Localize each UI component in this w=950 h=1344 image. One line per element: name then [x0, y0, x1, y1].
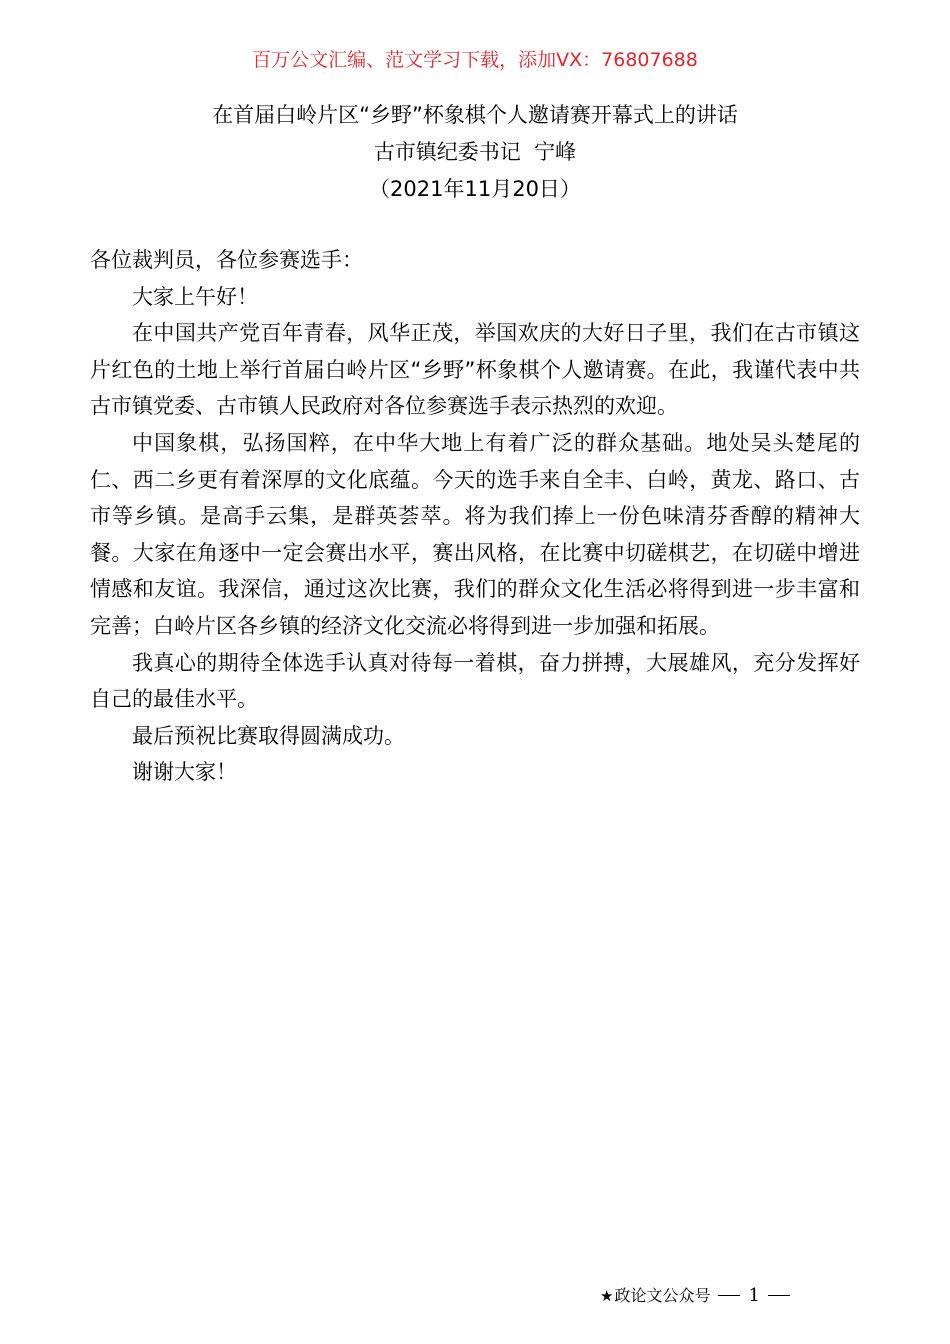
star-icon: ★	[600, 1286, 614, 1305]
footer-dash-right	[768, 1295, 790, 1296]
document-author: 古市镇纪委书记 宁峰	[373, 140, 577, 164]
salutation: 各位裁判员，各位参赛选手：	[90, 248, 363, 272]
paragraph-thanks: 谢谢大家！	[132, 760, 237, 785]
watermark-banner: 百万公文汇编、范文学习下载，添加VX：76807688	[252, 49, 698, 71]
paragraph-wish: 最后预祝比赛取得圆满成功。	[132, 723, 405, 748]
paragraph-greeting: 大家上午好！	[132, 284, 258, 309]
paragraph-chess-culture: 中国象棋，弘扬国粹，在中华大地上有着广泛的群众基础。地处吴头楚尾的仁、西二乡更有着深厚的文化底蕴。今天的选手来自全丰、白岭，黄龙、路口、古市等乡镇。是高手云集，是群英荟萃。将为我们捧上一份色味清芬香醇的精神大餐。大家在角逐中一定会赛出水平，赛出风格，在比赛中切磋棋艺，在切磋中增进情感和友谊。我深信，通过这次比赛，我们的群众文化生活必将得到进一步丰富和完善；白岭片区各乡镇的经济文化交流必将得到进一步加强和拓展。	[90, 430, 860, 638]
document-body	[90, 242, 860, 791]
document-date: （2021年11月20日）	[369, 177, 581, 201]
document-header	[0, 97, 950, 208]
document-title: 在首届白岭片区“乡野”杯象棋个人邀请赛开幕式上的讲话	[212, 103, 738, 127]
paragraph-welcome: 在中国共产党百年青春，风华正茂，举国欢庆的大好日子里，我们在古市镇这片红色的土地上举行首届白岭片区“乡野”杯象棋个人邀请赛。在此，我谨代表中共古市镇党委、古市镇人民政府对各位参赛选手表示热烈的欢迎。	[90, 321, 860, 419]
footer-source: 政论文公众号	[614, 1285, 711, 1305]
footer-dash-left	[718, 1295, 740, 1296]
paragraph-expectation: 我真心的期待全体选手认真对待每一着棋，奋力拼搏，大展雄风，充分发挥好自己的最佳水平。	[90, 650, 860, 712]
page-footer	[600, 1283, 860, 1307]
page-number: 1	[748, 1284, 760, 1306]
